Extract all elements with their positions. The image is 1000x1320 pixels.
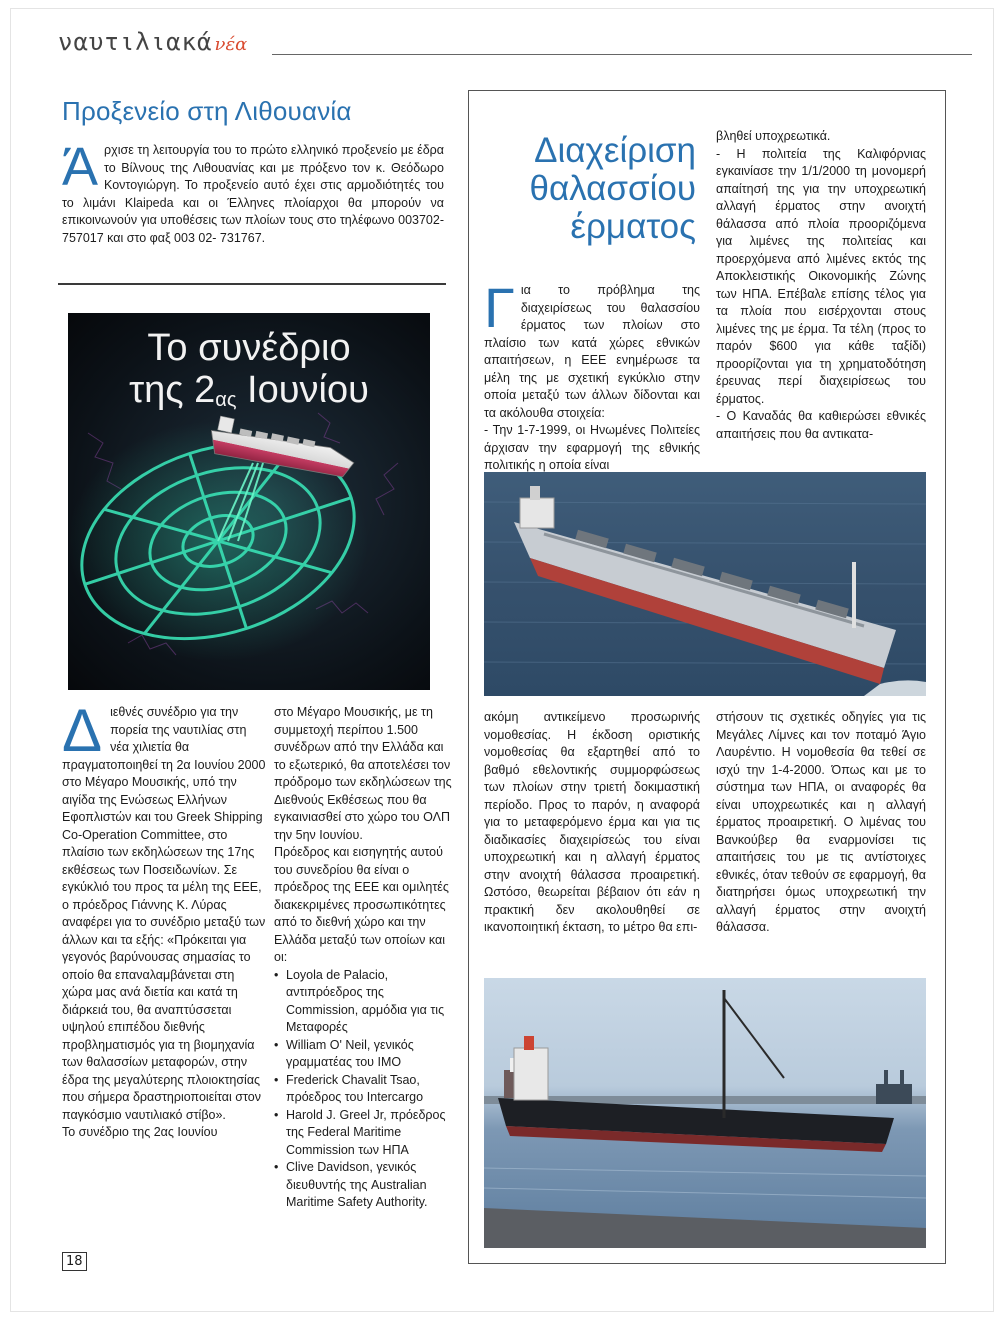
promo-line2-a: της 2: [129, 369, 216, 411]
conference-col1-end: Το συνέδριο της 2ας Ιουνίου: [62, 1125, 218, 1139]
speaker-item: • William O' Neil, γενικός γραμματέας του IMO: [274, 1037, 452, 1072]
conference-col1-text: ιεθνές συνέδριο για την πορεία της ναυτιλίας στη νέα χιλιετία θα πραγματοποιηθεί τη 2α Ιουνίου 2000 στο Μέγαρο Μουσικής, υπό την αιγίδα της Ενώσεως Ελλήνων Εφοπλιστών και του Greek Shipping Co-Operation Committee, στο πλαίσιο των εκδηλώσεων της 17ης εκθέσεως των Ποσειδωνίων. Σε εγκύκλιό του προς τα μέλη της ΕΕΕ, ο πρόεδρος Γιάννης Κ. Λύρας αναφέρει για το συνέδριο μεταξύ των άλλων και τα εξής: «Πρόκειται για γεγονός βαρύνουσας σημασίας το οποίο θα επαναλαμβάνεται στη χώρα μας ανά διετία και κατά τη διάρκειά του, θα αναπτύσσεται υψηλού επιπέδου διεθνής προβληματισμός για τη βιομηχανία των θαλασσίων μεταφορών, στην έδρα της μεγαλύτερης πλοιοκτησίας που σήμερα δραστηριοποιείται στον παγκόσμιο ναυτιλιακό στίβο».: [62, 705, 266, 1122]
ballast-col4: [716, 709, 926, 937]
tanker-port-illustration: [484, 978, 926, 1248]
masthead: [58, 28, 247, 56]
ballast-intro-text: ια το πρόβλημα της διαχειρίσεως του θαλασσίου έρματος των πλοίων στο πλαίσιο των κατά χώρες εθνικών απαιτήσεων, η ΕΕΕ ενημέρωσε τα μέλη της με σχετική εγκύκλιο στην οποία μεταξύ των άλλων δίδονται και τα ακόλουθα στοιχεία:: [484, 283, 700, 420]
section-divider: [58, 283, 446, 285]
bulk-carrier-illustration: [484, 472, 926, 696]
masthead-brand: ναυτιλιακά: [58, 28, 213, 56]
consulate-article-title: Προξενείο στη Λιθουανία: [62, 96, 352, 126]
consulate-body-text: ρχισε τη λειτουργία του το πρώτο ελληνικό προξενείο με έδρα το Βίλνους της Λιθουανίας και με πρόξενο τον κ. Θεόδωρο Κοντογιώργη. Το προξενείο αυτό έχει στις αρμοδιότητές του το λιμάνι Klaipeda και οι Έλληνες πλοίαρχοι θα μπορούν να επικοινωνούν για υποθέσεις των πλοίων τους στο τηλέφωνο 003702-757017 και στο φαξ 003 02- 731767.: [62, 143, 444, 245]
masthead-rule: [272, 54, 972, 55]
promo-line2-b: Ιουνίου: [236, 369, 369, 411]
ballast-title-line: έρματος: [570, 207, 696, 246]
speakers-list: [274, 967, 452, 1212]
promo-title-line1: Το συνέδριο: [147, 327, 351, 369]
speaker-item: • Harold J. Greel Jr, πρόεδρος της Federal Maritime Commission των ΗΠΑ: [274, 1107, 452, 1160]
ballast-col3: [484, 709, 700, 937]
ballast-intro-b: - Την 1-7-1999, οι Ηνωμένες Πολιτείες άρχισαν την εφαρμογή της εθνικής πολιτικής η οποία είναι: [484, 423, 700, 472]
tanker-port-photo: [484, 978, 926, 1248]
conference-col2-p1: στο Μέγαρο Μουσικής, με τη συμμετοχή περίπου 1.500 συνέδρων από την Ελλάδα και το εξωτερικό, θα αποτελέσει τον πρόδρομο των εκδηλώσεων της Διεθνούς Εκθέσεως που θα εγκαινιασθεί στο χώρο του ΟΛΠ την 5ην Ιουνίου.: [274, 705, 452, 842]
ballast-col2-a: βληθεί υποχρεωτικά.: [716, 129, 831, 143]
ballast-article-title: [500, 132, 696, 246]
conference-promo-title: [68, 327, 430, 421]
ballast-intro: [484, 276, 700, 475]
ballast-col2: [716, 128, 926, 443]
masthead-brand-sub: νέα: [214, 34, 248, 55]
ballast-title-line: θαλασσίου: [529, 169, 696, 208]
conference-promo-image: [68, 313, 430, 690]
speaker-item: • Frederick Chavalit Tsao, πρόεδρος του Intercargo: [274, 1072, 452, 1107]
conference-article-col2: [274, 704, 452, 1212]
ballast-dropcap: Γ: [484, 276, 515, 339]
page-number: 18: [62, 1252, 87, 1271]
conference-col2-p2: Πρόεδρος και εισηγητής αυτού του συνεδρίου θα είναι ο πρόεδρος της ΕΕΕ και ομιλητές διακεκριμένες προσωπικότητες από το διεθνή χώρο και την Ελλάδα μεταξύ των οποίων και οι:: [274, 845, 449, 964]
ballast-col2-b: - Η πολιτεία της Καλιφόρνιας εγκαινίασε την 1/1/2000 τη μονομερή απαίτησή της για την υποχρεωτική αλλαγή έρματος στην ανοιχτή θάλασσα από πλοία προοριζόμενα για λιμένες της πολιτείας και προερχόμενα από λιμένες εκτός της Αποκλειστικής Οικονομικής Ζώνης των ΗΠΑ. Επέβαλε επίσης τέλος για τα πλοία που εισέρχονται στους λιμένες της με έρμα. Τα τέλη (προς το παρόν $600 για κάθε ταξίδι) προορίζονται για τη χρηματοδότηση έρευνας περί διαχειρίσεως του έρματος.: [716, 146, 926, 406]
conference-article-col1: [62, 697, 266, 1142]
consulate-article-body: [62, 137, 444, 247]
ballast-col2-c: - Ο Καναδάς θα καθιερώσει εθνικές απαιτήσεις που θα αντικατα-: [716, 409, 926, 441]
speaker-item: • Loyola de Palacio, αντιπρόεδρος της Commission, αρμόδια για τις Μεταφορές: [274, 967, 452, 1037]
bulk-carrier-photo: [484, 472, 926, 696]
promo-line2-sub: ας: [215, 389, 237, 411]
speaker-item: • Clive Davidson, γενικός διευθυντής της Australian Maritime Safety Authority.: [274, 1159, 452, 1212]
ballast-title-line: Διαχείριση: [534, 131, 696, 170]
conference-dropcap: Δ: [62, 697, 103, 764]
ballast-col3-text: ακόμη αντικείμενο προσωρινής νομοθεσίας. Η έκδοση οριστικής νομοθεσίας θα εξαρτηθεί από το βαθμό εθελοντικής συμμορφώσεως των πλοίων στην τριετή δοκιμαστική περίοδο. Προς το παρόν, η αναφορά για το μεταφερόμενο έρμα και για τις διαδικασίες διαχειρίσεώς του είναι υποχρεωτική και η αλλαγή έρματος στην ανοιχτή θάλασσα προαιρετική. Ωστόσο, θεωρείται βέβαιον ότι εάν η πρακτική δεν ακολουθηθεί σε ικανοποιητική έκταση, το μέτρο θα επι-: [484, 710, 700, 934]
consulate-dropcap: Ά: [62, 137, 99, 197]
promo-title-line2: [68, 369, 430, 421]
ballast-col4-text: στήσουν τις σχετικές οδηγίες για τις Μεγάλες Λίμνες και τον ποταμό Άγιο Λαυρέντιο. Η νομοθεσία θα τεθεί σε ισχύ την 1-4-2000. Όπως και με το σύστημα των ΗΠΑ, οι αναφορές θα είναι υποχρεωτικές και η αλλαγή έρματος προαιρετική. Ο λιμένας του Βανκούβερ θα εναρμονίσει τις απαιτήσεις του με τις αντίστοιχες εθνικές, όταν τεθούν σε εφαρμογή, θα διατηρήσει όμως υποχρεωτική την αλλαγή έρματος στην ανοιχτή θάλασσα.: [716, 710, 926, 934]
